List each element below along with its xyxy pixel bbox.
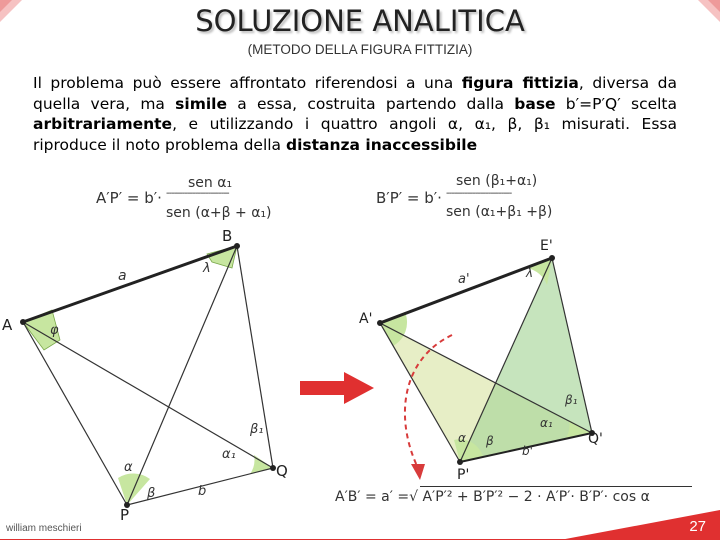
left-segment-ab	[23, 246, 237, 322]
right-arrowhead-icon	[411, 464, 425, 480]
formula-left-lhs: A′P′ = b′·	[96, 189, 162, 207]
left-label-side-b: b	[198, 484, 207, 499]
left-label-alpha: α	[124, 460, 133, 475]
body-text-3: a essa, costruita partendo dalla	[227, 94, 515, 113]
right-label-q: Q'	[588, 431, 603, 447]
left-label-a: A	[2, 316, 13, 334]
body-text-1: Il problema può essere affrontato riferendosi a una	[33, 74, 462, 92]
left-label-lambda: λ	[203, 261, 211, 276]
right-point-b	[549, 255, 555, 261]
footer-bar	[0, 510, 720, 540]
left-label-side-a: a	[118, 268, 127, 284]
right-label-alpha1: α₁	[540, 416, 553, 430]
left-label-alpha1: α₁	[222, 447, 236, 462]
left-label-p: P	[120, 506, 130, 524]
right-point-p	[457, 459, 463, 465]
body-bold-1: figura fittizia	[461, 74, 579, 92]
formula-right-fraction-line: -------------------------	[446, 188, 512, 199]
right-label-alpha: α	[458, 431, 466, 445]
right-label-lambda: λ	[526, 266, 534, 280]
right-geometric-figure	[340, 225, 720, 495]
left-label-b: B	[222, 227, 233, 245]
left-label-beta1: β₁	[250, 422, 264, 437]
body-text-4: b′=P′Q′ scelta	[555, 94, 678, 113]
right-label-side-b: b'	[522, 444, 533, 458]
left-label-q: Q	[276, 462, 288, 480]
slide-title: SOLUZIONE ANALITICA	[195, 4, 525, 38]
page-number: 27	[689, 518, 706, 535]
left-point-b	[234, 243, 240, 249]
author-name: william meschieri	[6, 523, 82, 534]
left-segment-ap	[23, 322, 127, 505]
body-bold-2: simile	[175, 94, 227, 113]
right-label-a: A'	[359, 311, 373, 327]
body-bold-4: arbitrariamente	[33, 115, 173, 133]
body-bold-3: base	[514, 94, 556, 113]
right-label-beta: β	[486, 434, 494, 448]
right-label-side-a: a'	[458, 272, 470, 287]
left-geometric-figure	[0, 225, 310, 525]
formula-right-denominator: sen (α₁+β₁ +β)	[446, 204, 553, 220]
formula-right-lhs: B′P′ = b′·	[376, 189, 442, 207]
formula-right-numerator: sen (β₁+α₁)	[456, 173, 538, 189]
body-text-5: , e utilizzando i quattro angoli α, α₁, β, β₁ misurati. Essa riproduce il noto problema della	[33, 115, 677, 154]
right-label-beta1: β₁	[565, 393, 578, 407]
body-paragraph	[33, 73, 677, 155]
left-label-beta: β	[147, 486, 156, 501]
left-segment-bp	[127, 246, 237, 505]
right-label-p: P'	[457, 467, 470, 483]
right-point-a	[377, 320, 383, 326]
formula-bottom: A′B′ = a′ =√ A′P′² + B′P′² − 2 · A′P′· B′P′· cos α	[335, 489, 650, 505]
formula-left-numerator: sen α₁	[188, 175, 233, 191]
slide-subtitle: (METODO DELLA FIGURA FITTIZIA)	[247, 42, 473, 57]
body-bold-5: distanza inaccessibile	[286, 135, 478, 154]
formula-left-denominator: sen (α+β + α₁)	[166, 205, 272, 221]
left-label-phi: φ	[50, 323, 59, 338]
left-point-a	[20, 319, 26, 325]
right-label-b: E'	[540, 238, 553, 254]
formula-left-fraction-line: ------------------------	[166, 188, 229, 199]
formula-bottom-sqrt-bar	[420, 486, 692, 487]
body-text-2: , diversa da quella vera, ma	[33, 74, 677, 113]
